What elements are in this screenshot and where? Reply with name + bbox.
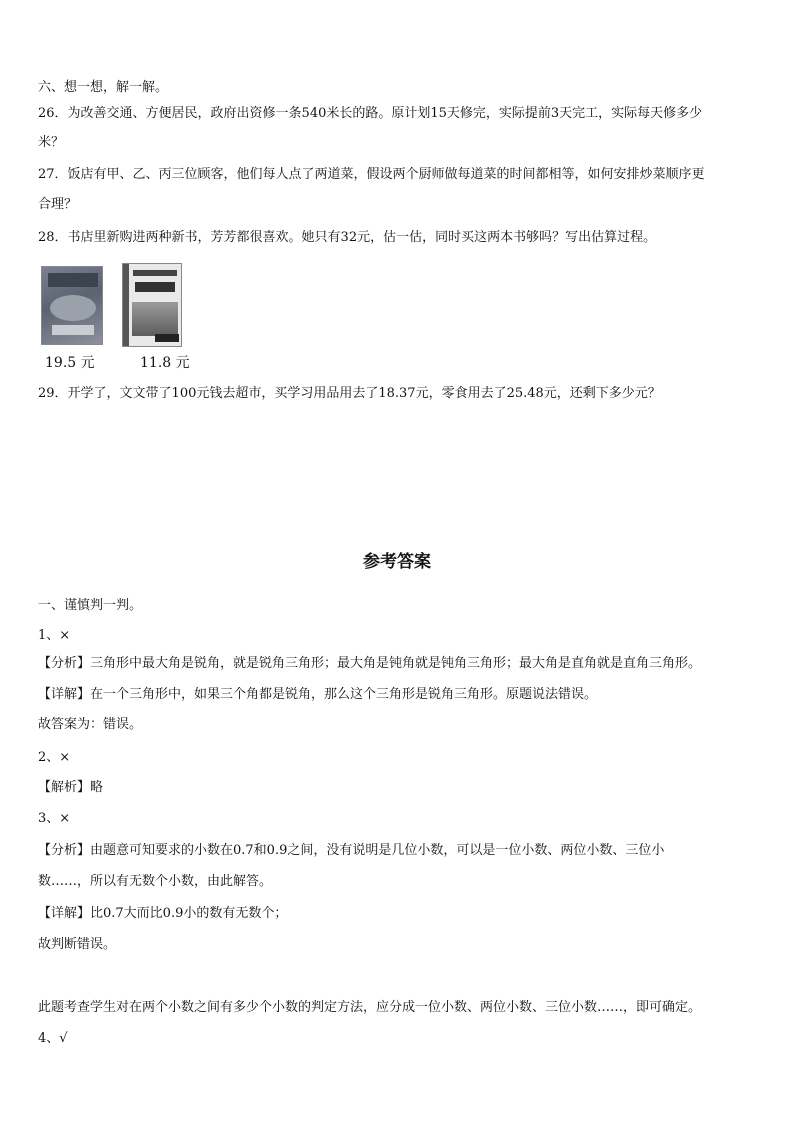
answer-3-analysis-line2: 数……，所以有无数个小数，由此解答。	[38, 874, 273, 889]
answer-3-mark: 3、×	[38, 811, 71, 826]
question-29: 29．开学了，文文带了100元钱去超市，买学习用品用去了18.37元，零食用去了25.48元，还剩下多少元？	[38, 386, 661, 401]
section-heading: 六、想一想，解一解。	[38, 80, 169, 95]
answer-3-detail: 【详解】比0.7大而比0.9小的数有无数个；	[38, 906, 288, 921]
question-27-line2: 合理？	[38, 197, 78, 212]
answer-2-mark: 2、×	[38, 750, 71, 765]
answer-3-analysis-line1: 【分析】由题意可知要求的小数在0.7和0.9之间，没有说明是几位小数，可以是一位小数、两位小数、三位小	[38, 843, 665, 858]
answer-1-conclusion: 故答案为：错误。	[38, 717, 143, 732]
question-28: 28．书店里新购进两种新书，芳芳都很喜欢。她只有32元，估一估，同时买这两本书够吗？写出估算过程。	[38, 230, 657, 245]
answer-2-analysis: 【解析】略	[38, 780, 104, 795]
question-26-line2: 米？	[38, 135, 65, 150]
answer-1-mark: 1、×	[38, 628, 71, 643]
book-cover-second	[122, 263, 182, 347]
question-27-line1: 27．饭店有甲、乙、丙三位顾客，他们每人点了两道菜，假设两个厨师做每道菜的时间都相等，如何安排炒菜顺序更	[38, 167, 705, 182]
answer-3-conclusion: 故判断错误。	[38, 937, 117, 952]
answer-3-note: 此题考查学生对在两个小数之间有多少个小数的判定方法，应分成一位小数、两位小数、三位小数……，即可确定。	[38, 1000, 702, 1015]
question-26-line1: 26．为改善交通、方便居民，政府出资修一条540米长的路。原计划15天修完，实际提前3天完工，实际每天修多少	[38, 106, 703, 121]
answers-title: 参考答案	[363, 552, 431, 572]
answer-4-mark: 4、√	[38, 1031, 68, 1046]
book1-price: 19.5 元	[45, 355, 95, 371]
answer-1-analysis: 【分析】三角形中最大角是锐角，就是锐角三角形；最大角是钝角就是钝角三角形；最大角是直角就是直角三角形。	[38, 656, 702, 671]
book2-price: 11.8 元	[140, 355, 190, 371]
answers-section1-heading: 一、谨慎判一判。	[38, 598, 143, 613]
answer-1-detail: 【详解】在一个三角形中，如果三个角都是锐角，那么这个三角形是锐角三角形。原题说法错误。	[38, 687, 598, 702]
book-cover-charlottes-web	[41, 266, 103, 345]
